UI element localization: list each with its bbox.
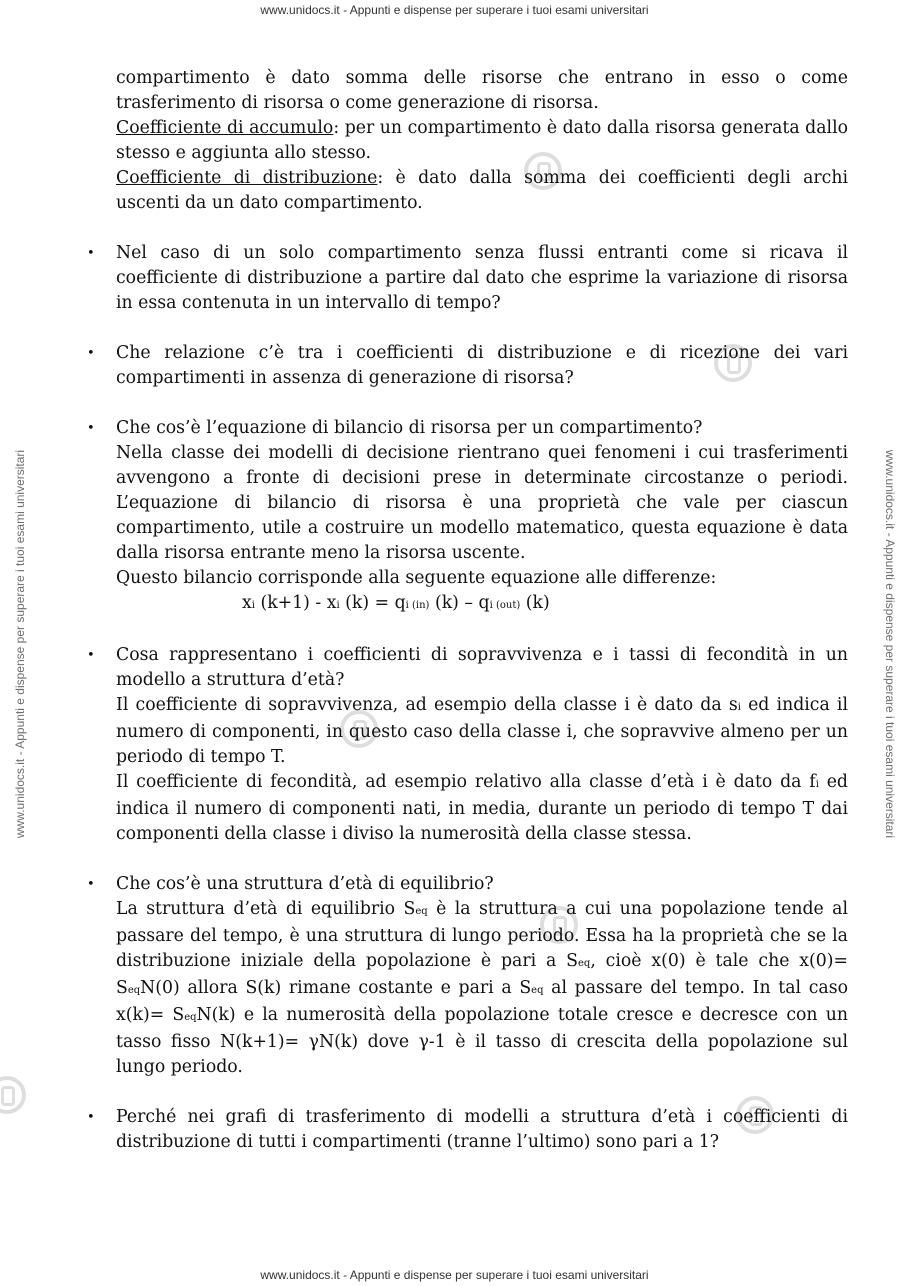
answer-fecondita	[116, 770, 848, 847]
bullet-icon: •	[87, 346, 95, 361]
watermark-left: www.unidocs.it - Appunti e dispense per superare i tuoi esami universitari	[13, 449, 27, 839]
watermark-right: www.unidocs.it - Appunti e dispense per superare i tuoi esami universitari	[883, 449, 897, 839]
question-item-1	[87, 241, 848, 316]
eq-part: x	[242, 593, 252, 613]
term-accumulo: Coefficiente di accumulo	[116, 118, 334, 138]
equation-intro: Questo bilancio corrisponde alla seguente equazione alle differenze:	[116, 568, 717, 588]
definition-distribuzione	[116, 166, 848, 216]
watermark-top: www.unidocs.it - Appunti e dispense per superare i tuoi esami universitari	[260, 3, 649, 17]
answer-text	[116, 897, 848, 1080]
question-item-5	[87, 872, 849, 1080]
answer-part: N(k) e la numerosità della popolazione totale cresce e decresce con un tasso fisso N(k+1)= γN(k) dove γ-1 è il tasso di crescita della popolazione sul lungo periodo.	[116, 1005, 849, 1077]
definition-distribuzione-text: : è dato dalla somma dei coefficienti degli archi uscenti da un dato compartimento.	[116, 168, 848, 213]
question-item-4	[87, 643, 848, 847]
answer-part: , cioè x(0) è tale che x(0)= S	[116, 951, 848, 998]
question-text: Cosa rappresentano i coefficienti di sopravvivenza e i tassi di fecondità in un modello a struttura d’età?	[116, 645, 848, 690]
eq-subscript: i	[251, 600, 255, 611]
subscript: eq	[184, 1012, 197, 1023]
definition-accumulo-text: : per un compartimento è dato dalla risorsa generata dallo stesso e aggiunta allo stesso.	[116, 118, 848, 163]
answer-part: La struttura d’età di equilibrio S	[116, 899, 416, 919]
question-text: Perché nei grafi di trasferimento di modelli a struttura d’età i coefficienti di distribuzione di tutti i compartimenti (tranne l’ultimo) sono pari a 1?	[116, 1107, 848, 1152]
answer-part: è la struttura a cui una popolazione tende al passare del tempo, è una struttura di lungo periodo. Essa ha la proprietà che se la distribuzione iniziale della popolazione è pari a S	[116, 899, 848, 971]
answer-part: Il coefficiente di fecondità, ad esempio relativo alla classe d’età i è dato da f	[116, 772, 816, 792]
eq-part: (k) – q	[429, 593, 490, 613]
difference-equation	[116, 591, 848, 618]
eq-subscript: i	[336, 600, 340, 611]
bullet-icon: •	[87, 1110, 95, 1125]
question-text: Che cos’è una struttura d’età di equilibrio?	[116, 874, 494, 894]
bullet-icon: •	[87, 421, 95, 436]
answer-part: ed indica il numero di componenti nati, in media, durante un periodo di tempo T dai componenti della classe i diviso la numerosità della classe stessa.	[116, 772, 848, 844]
subscript: eq	[531, 985, 544, 996]
definition-accumulo	[116, 116, 848, 166]
question-text: Nel caso di un solo compartimento senza flussi entranti come si ricava il coefficiente di distribuzione a partire dal dato che esprime la variazione di risorsa in essa contenuta in un intervallo di tempo?	[116, 243, 848, 313]
answer-part: N(0) allora S(k) rimane costante e pari a S	[140, 978, 532, 998]
answer-text: Nella classe dei modelli di decisione rientrano quei fenomeni i cui trasferimenti avvengono a fronte di decisioni prese in determinate circostanze o periodi. L’equazione di bilancio di risorsa è una proprietà che vale per ciascun compartimento, utile a costruire un modello matematico, questa equazione è data dalla risorsa entrante meno la risorsa uscente.	[116, 443, 848, 563]
intro-paragraph: compartimento è dato somma delle risorse che entrano in esso o come trasferimento di risorsa o come generazione di risorsa.	[116, 68, 848, 113]
subscript: i	[815, 779, 819, 790]
subscript: eq	[127, 985, 141, 996]
watermark-bottom: www.unidocs.it - Appunti e dispense per superare i tuoi esami universitari	[260, 1268, 649, 1282]
document-body	[87, 66, 849, 1155]
answer-part: al passare del tempo. In tal caso x(k)= S	[116, 978, 848, 1025]
bullet-icon: •	[87, 877, 95, 892]
question-item-3	[87, 416, 848, 618]
subscript: i	[737, 702, 741, 713]
eq-part: (k) = q	[339, 593, 406, 613]
subscript: eq	[415, 906, 428, 917]
question-item-2	[87, 341, 848, 391]
eq-part: (k+1) - x	[254, 593, 337, 613]
eq-part: (k)	[520, 593, 550, 613]
answer-part: ed indica il numero di componenti, in questo caso della classe i, che sopravvive almeno per un periodo di tempo T.	[116, 695, 848, 767]
eq-subscript: i (in)	[405, 600, 430, 611]
bullet-icon: •	[87, 648, 95, 663]
question-text: Che cos’è l’equazione di bilancio di risorsa per un compartimento?	[116, 418, 703, 438]
subscript: eq	[577, 958, 591, 969]
watermark-logo-icon	[0, 1076, 26, 1114]
answer-sopravvivenza	[116, 693, 848, 770]
bullet-icon: •	[87, 246, 95, 261]
answer-part: Il coefficiente di sopravvivenza, ad esempio della classe i è dato da s	[116, 695, 738, 715]
question-item-6	[87, 1105, 848, 1155]
term-distribuzione: Coefficiente di distribuzione	[116, 168, 378, 188]
question-text: Che relazione c’è tra i coefficienti di distribuzione e di ricezione dei vari compartimenti in assenza di generazione di risorsa?	[116, 343, 848, 388]
eq-subscript: i (out)	[489, 600, 521, 611]
